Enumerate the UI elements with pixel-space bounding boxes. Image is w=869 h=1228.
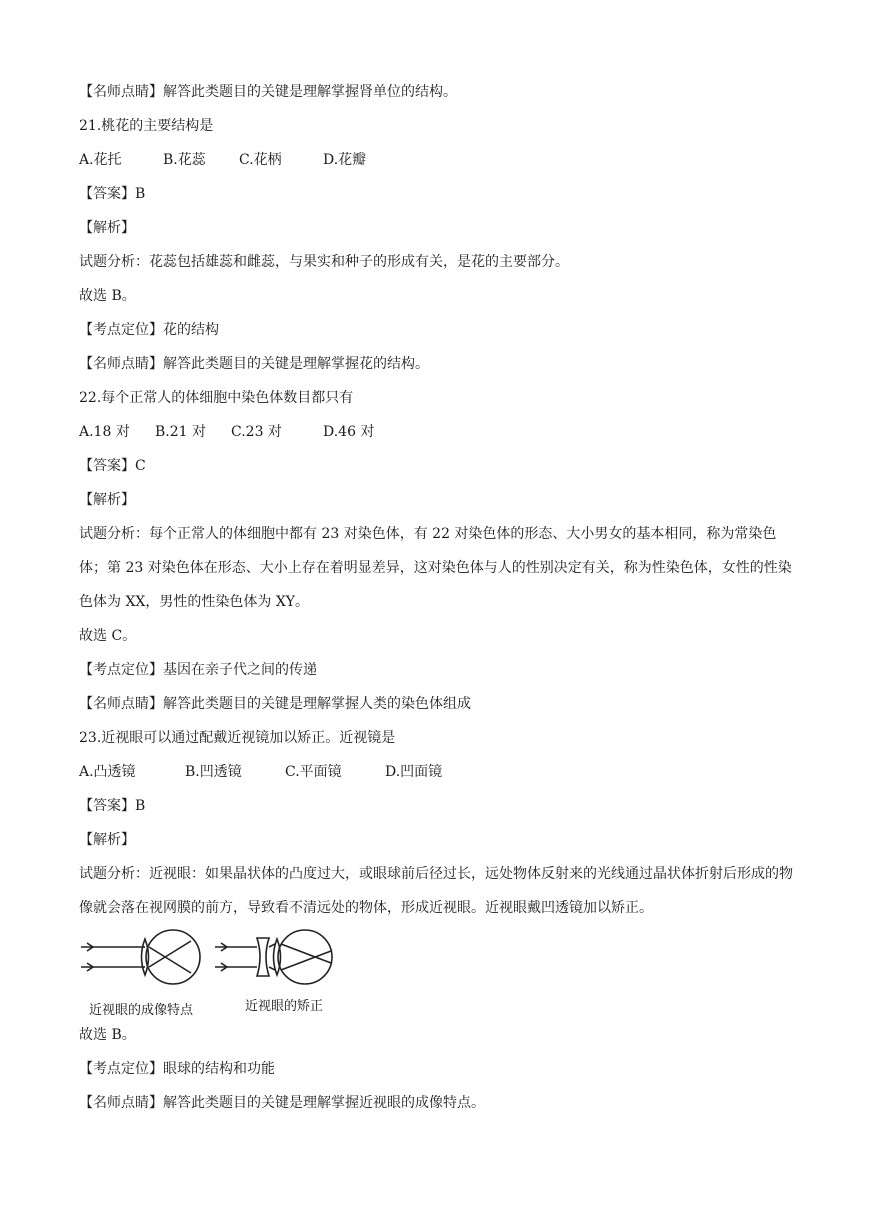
option-a: A.凸透镜 — [79, 764, 136, 780]
document-page — [79, 82, 799, 1127]
question-22-options — [79, 422, 799, 456]
option-b: B.21 对 — [155, 424, 207, 440]
question-23-stem: 23.近视眼可以通过配戴近视镜加以矫正。近视镜是 — [79, 730, 396, 746]
question-23-analysis: 试题分析：近视眼：如果晶状体的凸度过大，或眼球前后径过长，远处物体反射来的光线通过晶状体折射后形成的物像就会落在视网膜的前方，导致看不清远处的物体，形成近视眼。近视眼戴凹透镜加以矫正。 — [79, 866, 793, 916]
myopia-figure — [79, 927, 799, 1021]
question-23-tip: 【名师点睛】解答此类题目的关键是理解掌握近视眼的成像特点。 — [79, 1095, 485, 1111]
question-22-analysis-label: 【解析】 — [79, 492, 135, 508]
question-23-conclusion: 故选 B。 — [79, 1027, 136, 1043]
question-23-analysis-label: 【解析】 — [79, 832, 135, 848]
question-22-point: 【考点定位】基因在亲子代之间的传递 — [79, 662, 317, 678]
question-23-options — [79, 762, 799, 796]
question-21-stem: 21.桃花的主要结构是 — [79, 118, 214, 134]
question-21-analysis-label: 【解析】 — [79, 220, 135, 236]
figure-caption-left: 近视眼的成像特点 — [89, 1003, 194, 1018]
question-21-analysis: 试题分析：花蕊包括雄蕊和雌蕊，与果实和种子的形成有关，是花的主要部分。 — [79, 254, 569, 270]
question-21-tip: 【名师点睛】解答此类题目的关键是理解掌握花的结构。 — [79, 356, 429, 372]
question-22-conclusion: 故选 C。 — [79, 628, 137, 644]
option-c: C.平面镜 — [285, 764, 342, 780]
question-23-point: 【考点定位】眼球的结构和功能 — [79, 1061, 275, 1077]
figure-caption-right: 近视眼的矫正 — [245, 999, 324, 1014]
question-21-options — [79, 150, 799, 184]
option-d: D.凹面镜 — [385, 764, 443, 780]
question-22-stem: 22.每个正常人的体细胞中染色体数目都只有 — [79, 390, 354, 406]
question-21-answer: 【答案】B — [79, 186, 146, 202]
option-d: D.花瓣 — [323, 152, 367, 168]
question-22-answer: 【答案】C — [79, 458, 146, 474]
question-22-tip: 【名师点睛】解答此类题目的关键是理解掌握人类的染色体组成 — [79, 696, 471, 712]
option-c: C.花柄 — [239, 152, 282, 168]
option-a: A.18 对 — [79, 424, 130, 440]
question-21-conclusion: 故选 B。 — [79, 288, 136, 304]
option-a: A.花托 — [79, 152, 122, 168]
intro-tip: 【名师点睛】解答此类题目的关键是理解掌握肾单位的结构。 — [79, 84, 457, 100]
option-c: C.23 对 — [231, 424, 282, 440]
option-b: B.花蕊 — [163, 152, 206, 168]
option-d: D.46 对 — [323, 424, 375, 440]
option-b: B.凹透镜 — [185, 764, 242, 780]
question-22-analysis: 试题分析：每个正常人的体细胞中都有 23 对染色体，有 22 对染色体的形态、大小男女的基本相同，称为常染色体；第 23 对染色体在形态、大小上存在着明显差异，这对染色体与人的性别决定有关，称为性染色体，女性的性染色体为 XX，男性的性染色体为 XY。 — [79, 526, 792, 610]
question-23-answer: 【答案】B — [79, 798, 146, 814]
question-21-point: 【考点定位】花的结构 — [79, 322, 219, 338]
